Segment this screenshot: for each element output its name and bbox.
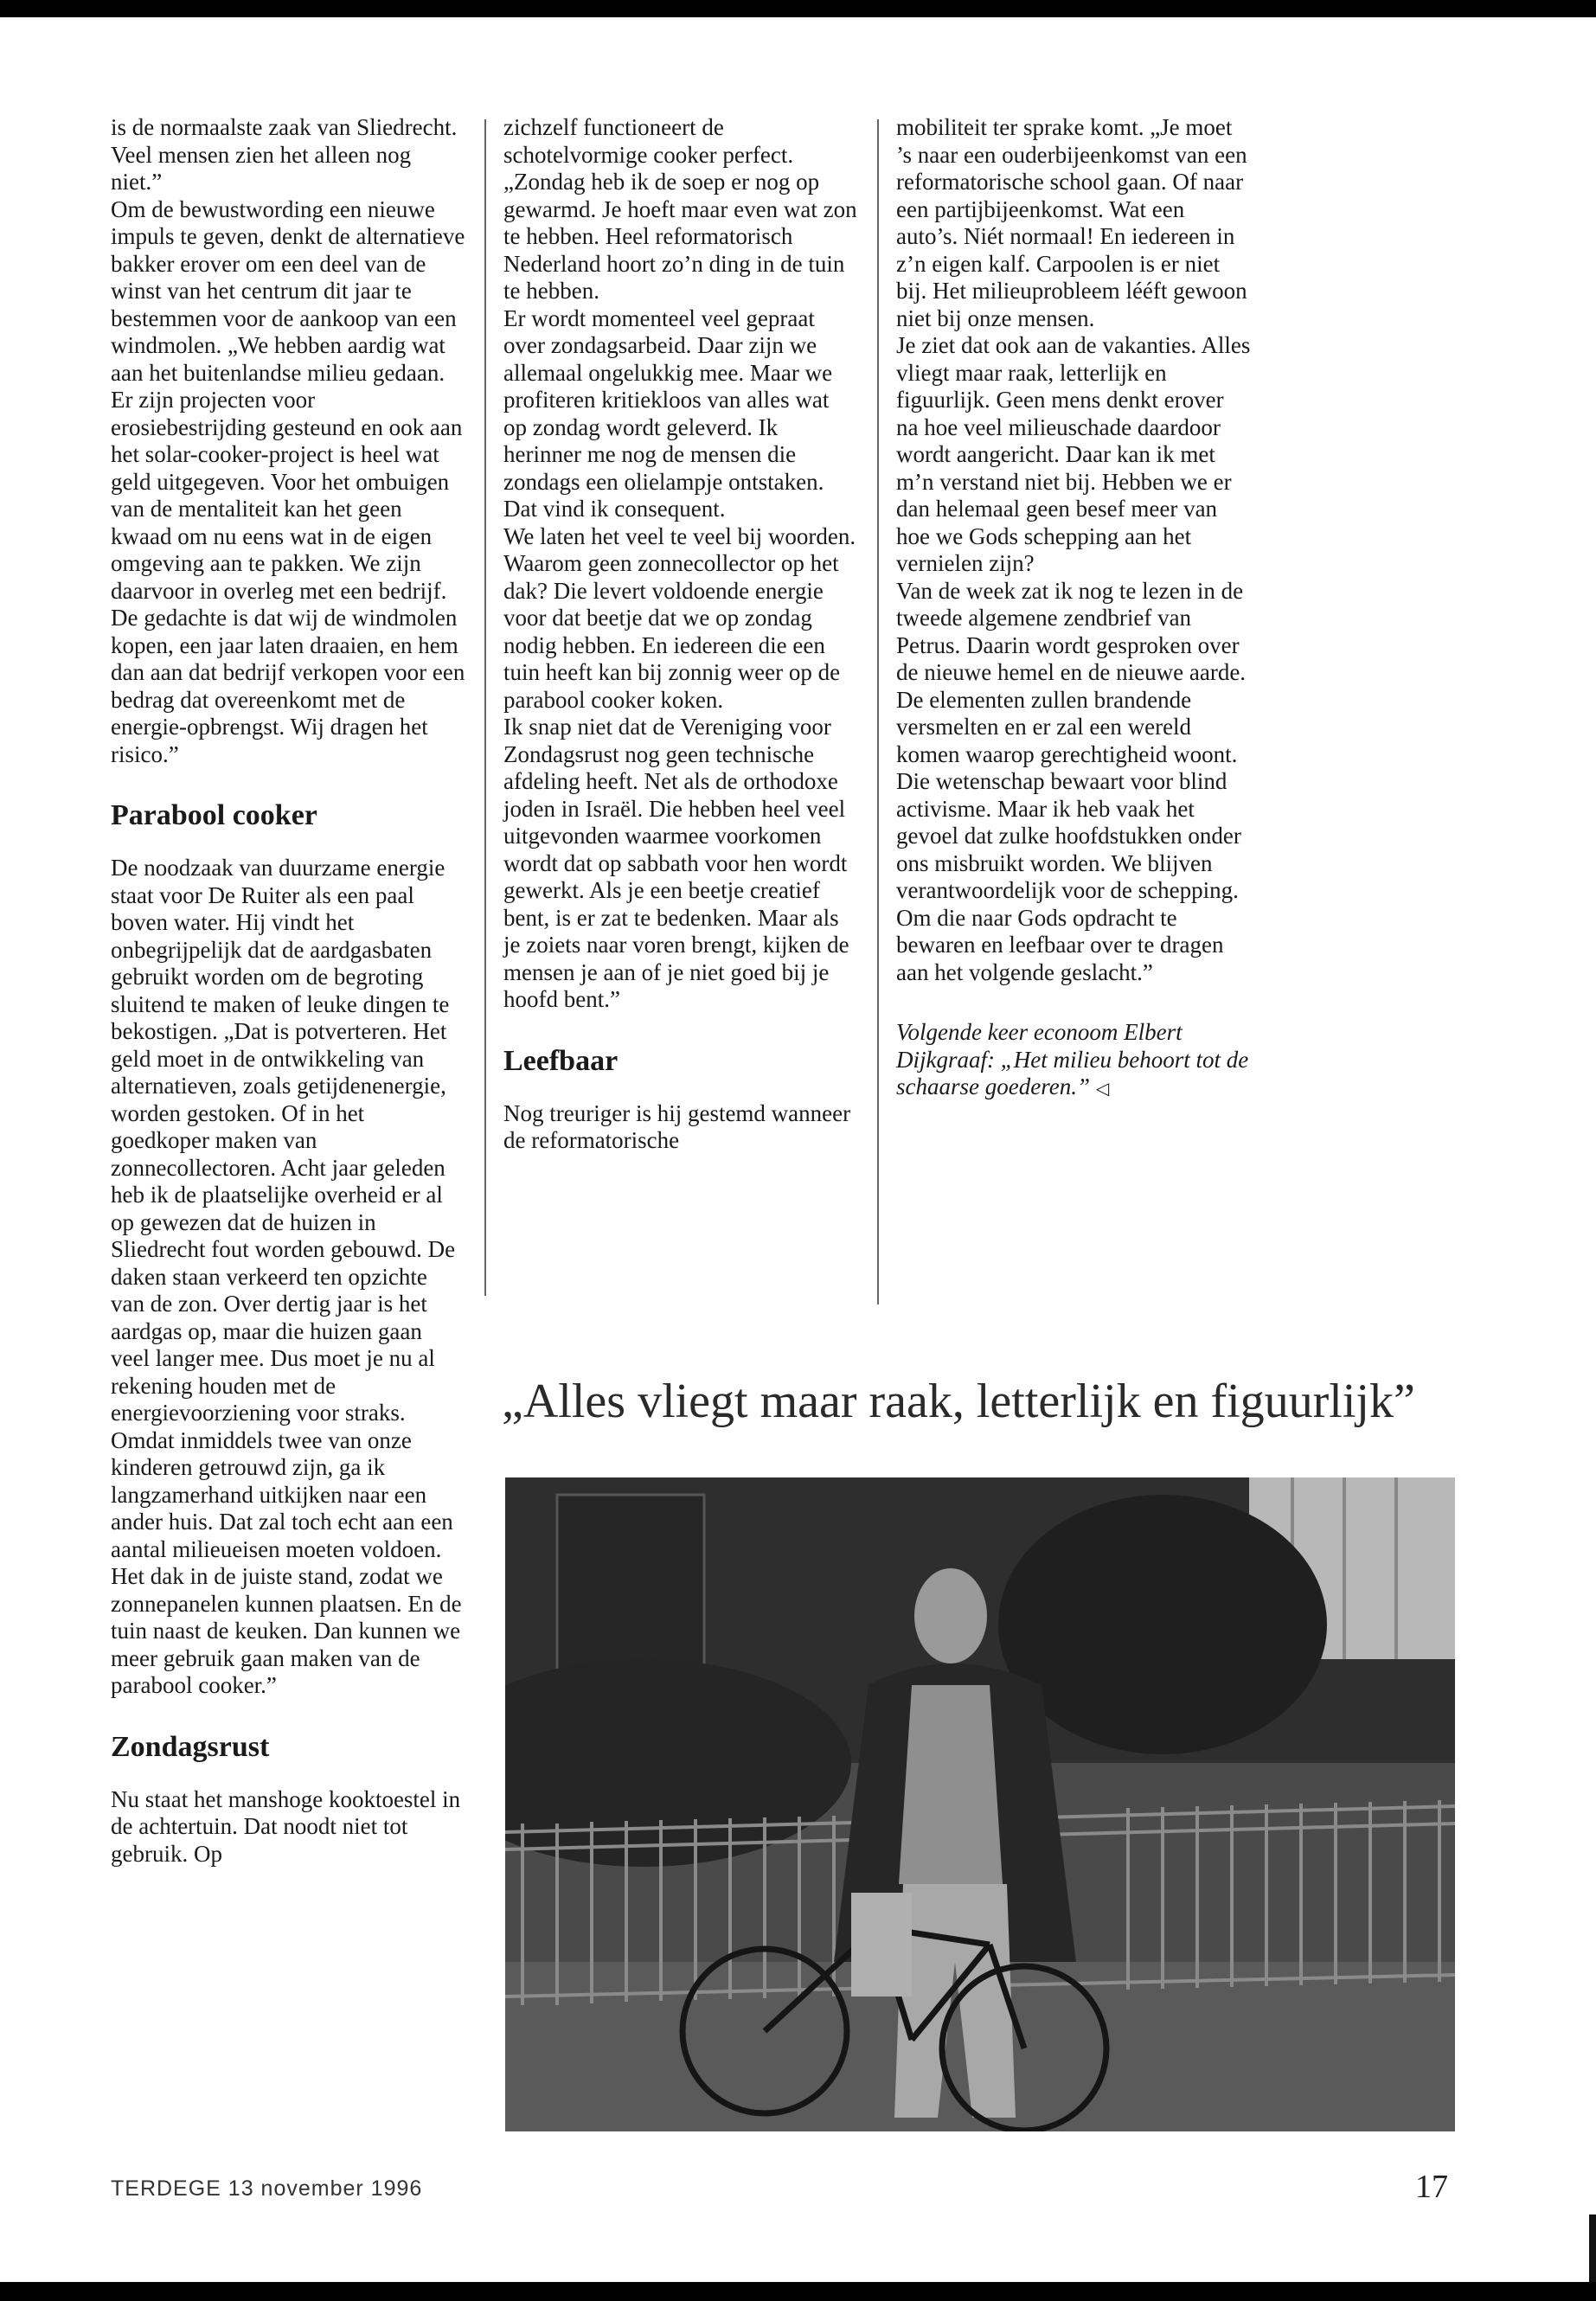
col2-paragraph: zichzelf functioneert de schotelvormige cooker perfect. „Zondag heb ik de soep er nog op gewarmd. Je hoeft maar even wat zon te hebben. Heel reformatorisch Nederland hoort zo’n ding in de tuin te hebben. (503, 114, 857, 304)
col1-paragraph: is de normaalste zaak van Sliedrecht. Veel mensen zien het alleen nog niet.” (111, 114, 458, 195)
next-issue-teaser (896, 1019, 1251, 1104)
column-2 (503, 114, 858, 1155)
footer-publication: TERDEGE 13 november 1996 (111, 2176, 423, 2201)
photo-man-with-bicycle (505, 1477, 1455, 2131)
end-mark-icon: ◁ (1095, 1080, 1110, 1099)
page-number: 17 (1415, 2169, 1448, 2205)
col3-paragraph: Je ziet dat ook aan de vakanties. Alles vliegt maar raak, letterlijk en figuurlijk. Geen mens denkt erover na hoe veel milieuschade daardoor wordt aangericht. Daar kan ik met m’n verstand niet bij. Hebben we er dan helemaal geen besef meer van hoe we Gods schepping aan het vernielen zijn? (896, 332, 1251, 576)
top-border (0, 0, 1596, 17)
col1-paragraph: De noodzaak van duurzame energie staat voor De Ruiter als een paal boven water. Hij vindt het onbegrijpelijk dat de aardgasbaten gebruikt worden om de begroting sluitend te maken of leuke dingen te bekostigen. „Dat is potverteren. Het geld moet in de ontwikkeling van alternatieven, zoals getijdenenergie, worden gestoken. Of in het goedkoper maken van zonnecollectoren. Acht jaar geleden heb ik de plaatselijke overheid er al op gewezen dat de huizen in Sliedrecht fout worden gebouwd. De daken staan verkeerd ten opzichte van de zon. Over dertig jaar is het aardgas op, maar die huizen gaan veel langer mee. Dus moet je nu al rekening houden met de energievoorziening voor straks. (111, 855, 456, 1426)
column-1 (111, 114, 465, 1868)
subheading-parabool-cooker: Parabool cooker (111, 799, 317, 831)
subheading-zondagsrust: Zondagsrust (111, 1730, 270, 1763)
col2-paragraph: Ik snap niet dat de Vereniging voor Zondagsrust nog geen technische afdeling heeft. Net als de orthodoxe joden in Israël. Die hebben heel veel uitgevonden waarmee voorkomen wordt dat op sabbath voor hen wordt gewerkt. Als je een beetje creatief bent, is er zat te bedenken. Maar als je zoiets naar voren brengt, kijken de mensen je aan of je niet goed bij je hoofd bent.” (503, 714, 849, 1012)
bottom-border (0, 2282, 1596, 2301)
col3-paragraph: Van de week zat ik nog te lezen in de tweede algemene zendbrief van Petrus. Daarin wordt gesproken over de nieuwe hemel en de nieuwe aarde. De elementen zullen brandende versmelten en er zal een wereld komen waarop gerechtigheid woont. Die wetenschap bewaart voor blind activisme. Maar ik heb vaak het gevoel dat zulke hoofdstukken onder ons misbruikt worden. We blijven verantwoordelijk voor de schepping. Om die naar Gods opdracht te bewaren en leefbaar over te dragen aan het volgende geslacht.” (896, 577, 1247, 985)
col2-paragraph: Er wordt momenteel veel gepraat over zondagsarbeid. Daar zijn we allemaal ongelukkig mee. Maar we profiteren kritiekloos van alles wat op zondag wordt geleverd. Ik herinner me nog de mensen die zondags een olielampje ontstaken. Dat vind ik consequent. (503, 304, 833, 522)
col2-paragraph: We laten het veel te veel bij woorden. Waarom geen zonnecollector op het dak? Die levert voldoende energie voor dat beetje dat we op zondag nodig hebben. En iedereen die een tuin heeft kan bij zonnig weer op de parabool cooker koken. (503, 522, 856, 713)
column-divider (877, 119, 879, 1304)
next-issue-text: Volgende keer econoom Elbert Dijkgraaf: „Het milieu behoort tot de schaarse goederen.” (896, 1019, 1249, 1099)
col2-paragraph: Nog treuriger is hij gestemd wanneer de reformatorische (503, 1099, 851, 1153)
column-3 (896, 114, 1251, 1104)
photo-illustration (505, 1477, 1455, 2131)
col3-paragraph: mobiliteit ter sprake komt. „Je moet ’s naar een ouderbijeenkomst van een reformatorische school gaan. Of naar een partijbijeenkomst. Wat een auto’s. Niét normaal! En iedereen in z’n eigen kalf. Carpoolen is er niet bij. Het milieuprobleem lééft gewoon niet bij onze mensen. (896, 114, 1247, 331)
col1-paragraph: Nu staat het manshoge kooktoestel in de achtertuin. Dat noodt niet tot gebruik. Op (111, 1785, 461, 1867)
column-divider (484, 119, 486, 1296)
pull-quote: „Alles vliegt maar raak, letterlijk en figuurlijk” (502, 1375, 1415, 1428)
col1-paragraph: Om de bewustwording een nieuwe impuls te geven, denkt de alternatieve bakker erover om een deel van de winst van het centrum dit jaar te bestemmen voor de aankoop van een windmolen. „We hebben aardig wat aan het buitenlandse milieu gedaan. Er zijn projecten voor erosiebestrijding gesteund en ook aan het solar-cooker-project is heel wat geld uitgegeven. Voor het ombuigen van de mentaliteit kan het geen kwaad om nu eens wat in de eigen omgeving aan te pakken. We zijn daarvoor in overleg met een bedrijf. De gedachte is dat wij de windmolen kopen, een jaar laten draaien, en hem dan aan dat bedrijf verkopen voor een bedrag dat overeenkomt met de energie-opbrengst. Wij dragen het risico.” (111, 195, 465, 767)
col1-paragraph: Omdat inmiddels twee van onze kinderen getrouwd zijn, ga ik langzamerhand uitkijken naar een ander huis. Dat zal toch echt aan een aantal milieueisen moeten voldoen. Het dak in de juiste stand, zodat we zonnepanelen kunnen plaatsen. En de tuin naast de keuken. Dan kunnen we meer gebruik gaan maken van de parabool cooker.” (111, 1426, 462, 1698)
subheading-leefbaar: Leefbaar (503, 1044, 619, 1077)
